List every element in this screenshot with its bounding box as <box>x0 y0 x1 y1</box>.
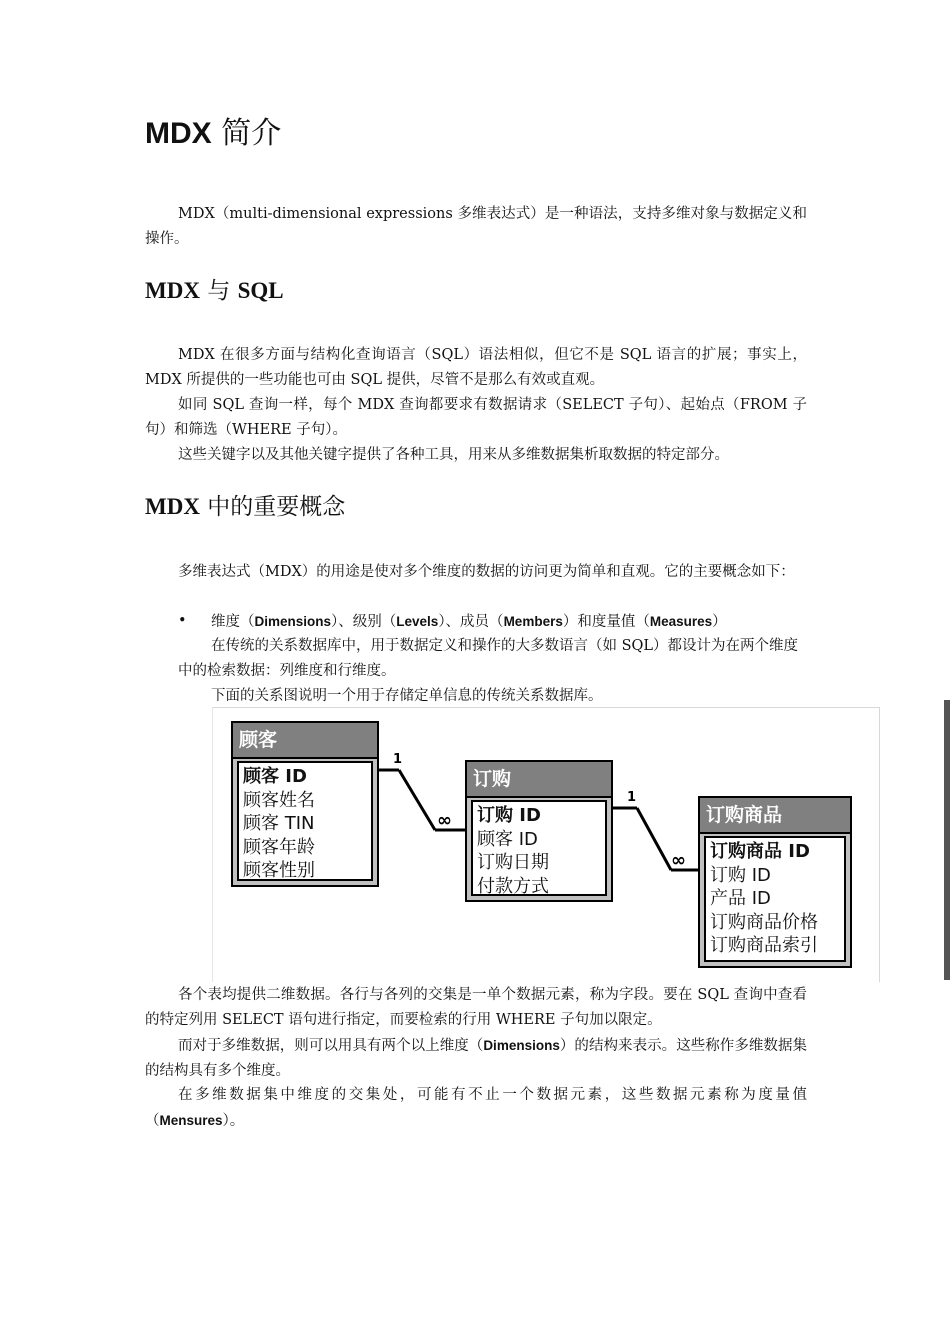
paragraph: 如同 SQL 查询一样，每个 MDX 查询都要求有数据请求（SELECT 子句）、起始点（FROM 子句）和筛选（WHERE 子句）。 <box>145 397 807 438</box>
field-item: 订购商品 ID <box>710 841 810 862</box>
relation-one-label: 1 <box>393 752 403 767</box>
paragraph: 而对于多维数据，则可以用具有两个以上维度（Dimensions）的结构来表示。这些称作多维数据集的结构具有多个维度。 <box>145 1038 807 1079</box>
field-item: 订购 ID <box>710 864 771 886</box>
relation-many-label: ∞ <box>437 810 452 831</box>
field-item: 订购商品索引 <box>710 935 818 956</box>
bullet-dot: • <box>178 613 187 629</box>
table-fields <box>704 836 846 962</box>
paragraph: 下面的关系图说明一个用于存储定单信息的传统关系数据库。 <box>211 688 603 704</box>
table-title: 订购 <box>467 762 611 798</box>
field-item: 顾客 ID <box>477 828 538 850</box>
section-heading-mdx-sql: MDX 与 SQL <box>145 278 284 304</box>
field-item: 付款方式 <box>477 875 549 897</box>
relation-many-label: ∞ <box>671 850 686 871</box>
field-item: 订购商品价格 <box>710 911 818 933</box>
paragraph: MDX 在很多方面与结构化查询语言（SQL）语法相似，但它不是 SQL 语言的扩展；事实上，MDX 所提供的一些功能也可由 SQL 提供，尽管不是那么有效或直观。 <box>145 347 807 388</box>
table-fields <box>237 761 373 881</box>
table-order <box>465 760 613 902</box>
table-title: 顾客 <box>233 723 377 759</box>
section-heading-concepts: MDX 中的重要概念 <box>145 494 346 520</box>
paragraph: 在传统的关系数据库中，用于数据定义和操作的大多数语言（如 SQL）都设计为在两个维度中的检索数据：列维度和行维度。 <box>178 638 799 679</box>
field-item: 订购 ID <box>477 805 541 826</box>
field-item: 顾客性别 <box>243 860 315 881</box>
page-edge-mark <box>944 700 950 980</box>
field-item: 顾客 ID <box>243 766 307 787</box>
table-customer <box>231 721 379 887</box>
relationship-diagram <box>212 707 880 982</box>
paragraph: 在多维数据集中维度的交集处，可能有不止一个数据元素，这些数据元素称为度量值（Mensures）。 <box>145 1087 807 1129</box>
table-title: 订购商品 <box>700 798 850 834</box>
paragraph: 多维表达式（MDX）的用途是使对多个维度的数据的访问更为简单和直观。它的主要概念如下： <box>178 564 795 580</box>
table-fields <box>471 800 607 896</box>
field-item: 顾客年龄 <box>243 836 315 858</box>
intro-paragraph: MDX（multi-dimensional expressions 多维表达式）是一种语法，支持多维对象与数据定义和操作。 <box>145 206 807 247</box>
paragraph: 各个表均提供二维数据。各行与各列的交集是一单个数据元素，称为字段。要在 SQL 查询中查看的特定列用 SELECT 语句进行指定，而要检索的行用 WHERE 子句加以限定。 <box>145 987 807 1028</box>
page-title: MDX 简介 <box>145 116 282 151</box>
relation-one-label: 1 <box>627 790 637 805</box>
field-item: 顾客姓名 <box>243 789 315 811</box>
field-item: 顾客 TIN <box>243 813 315 834</box>
paragraph: 这些关键字以及其他关键字提供了各种工具，用来从多维数据集析取数据的特定部分。 <box>178 447 729 463</box>
relation-line <box>399 770 435 830</box>
field-item: 产品 ID <box>710 888 771 909</box>
bullet-text: 维度（Dimensions）、级别（Levels）、成员（Members）和度量值（Measures） <box>211 614 727 630</box>
relation-line <box>637 808 671 870</box>
table-order-item <box>698 796 852 968</box>
field-item: 订购日期 <box>477 852 549 873</box>
